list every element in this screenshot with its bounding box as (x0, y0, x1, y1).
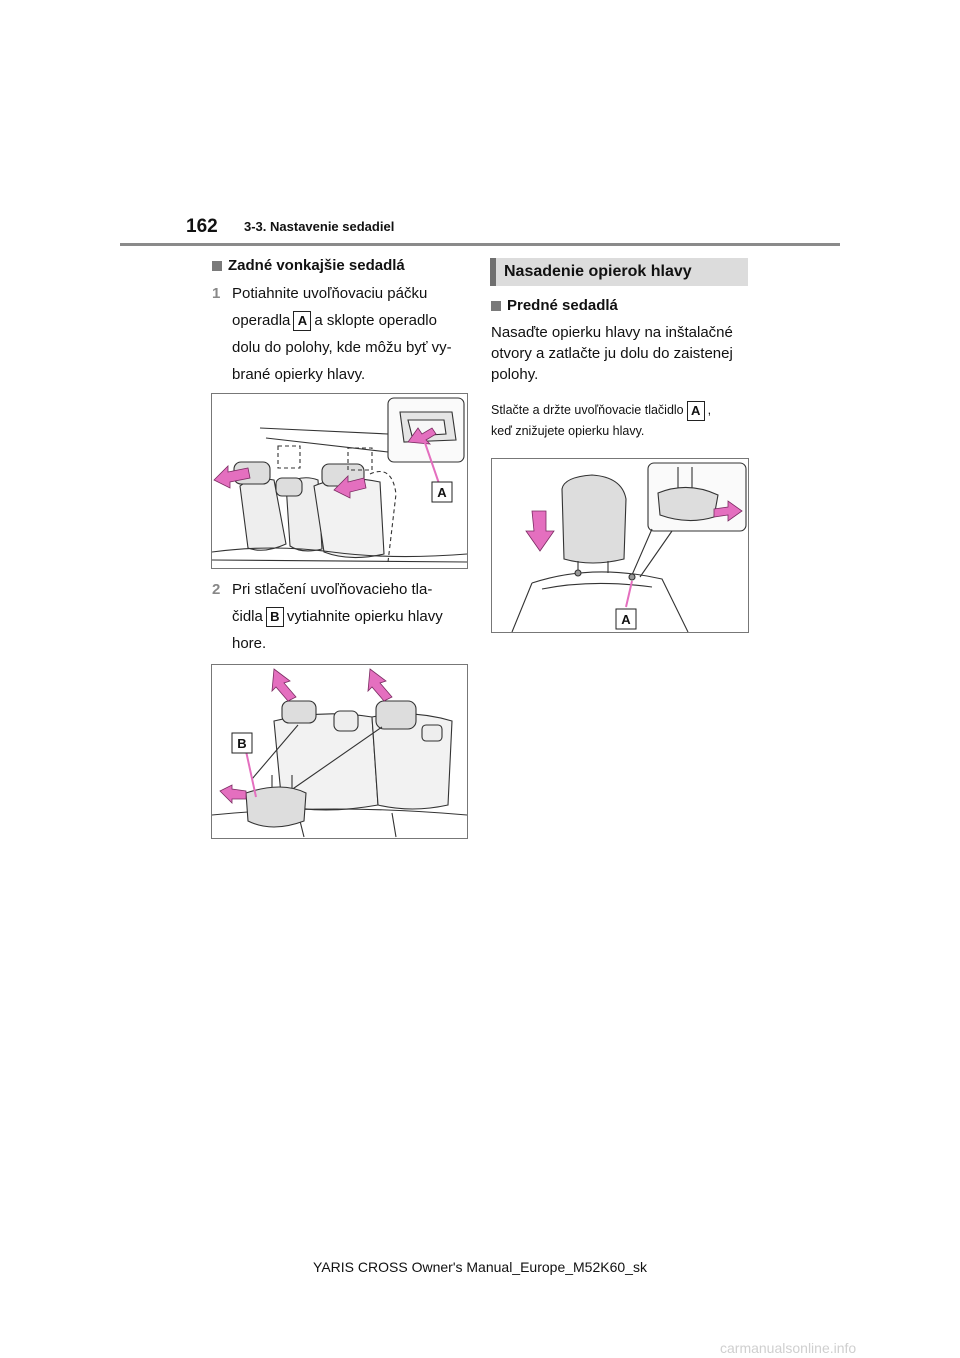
figure-1-label-a: A (437, 485, 447, 500)
section-reference: 3-3. Nastavenie sedadiel (244, 219, 395, 234)
footer-manual-id: YARIS CROSS Owner's Manual_Europe_M52K60_sk (313, 1259, 647, 1275)
step-1-number: 1 (212, 285, 221, 302)
label-b-box: B (266, 607, 284, 627)
step-1-line-1: Potiahnite uvoľňovaciu páčku (232, 285, 428, 302)
note-line-2: keď znižujete opierku hlavy. (491, 424, 645, 438)
step-2-number: 2 (212, 581, 221, 598)
install-line-1: Nasaďte opierku hlavy na inštalačné (491, 324, 733, 341)
step-1-line-2: operadla A a sklopte operadlo (232, 307, 472, 334)
install-instruction (491, 322, 753, 385)
rear-seats-heading-text: Zadné vonkajšie sedadlá (228, 257, 405, 274)
install-line-3: polohy. (491, 366, 539, 383)
step-2-line-3: hore. (232, 635, 267, 652)
seatback-fold-illustration (212, 394, 467, 568)
install-line-2: otvory a zatlačte ju dolu do zaistenej (491, 345, 733, 362)
figure-headrest-install (491, 458, 749, 633)
header-divider (120, 243, 840, 246)
page-number: 162 (186, 216, 218, 237)
step-2-text (232, 576, 472, 657)
step-2 (212, 576, 482, 658)
headrest-pull-illustration (212, 665, 467, 838)
step-1-line-4: brané opierky hlavy. (232, 366, 366, 383)
step-1-text (232, 280, 472, 388)
front-seats-heading-text: Predné sedadlá (507, 297, 618, 314)
step-1-line-3: dolu do polohy, kde môžu byť vy- (232, 339, 452, 356)
figure-3-label-a: A (621, 612, 631, 627)
step-1 (212, 280, 482, 390)
rear-seats-heading (212, 257, 405, 274)
square-bullet-icon (491, 301, 501, 311)
figure-headrest-pull (211, 664, 468, 839)
lowering-note (491, 400, 753, 442)
figure-2-label-b: B (237, 736, 247, 751)
label-a-box: A (687, 401, 705, 421)
watermark: carmanualsonline.info (720, 1340, 857, 1356)
section-title-installing-headrests: Nasadenie opierok hlavy (490, 258, 748, 286)
headrest-install-illustration (492, 459, 748, 632)
front-seats-heading (491, 297, 618, 314)
figure-seatback-fold (211, 393, 468, 569)
step-2-line-1: Pri stlačení uvoľňovacieho tla- (232, 581, 433, 598)
step-2-line-2: čidla B vytiahnite opierku hlavy (232, 603, 472, 630)
note-line-1: Stlačte a držte uvoľňovacie tlačidlo A , (491, 400, 753, 421)
square-bullet-icon (212, 261, 222, 271)
label-a-box: A (293, 311, 311, 331)
